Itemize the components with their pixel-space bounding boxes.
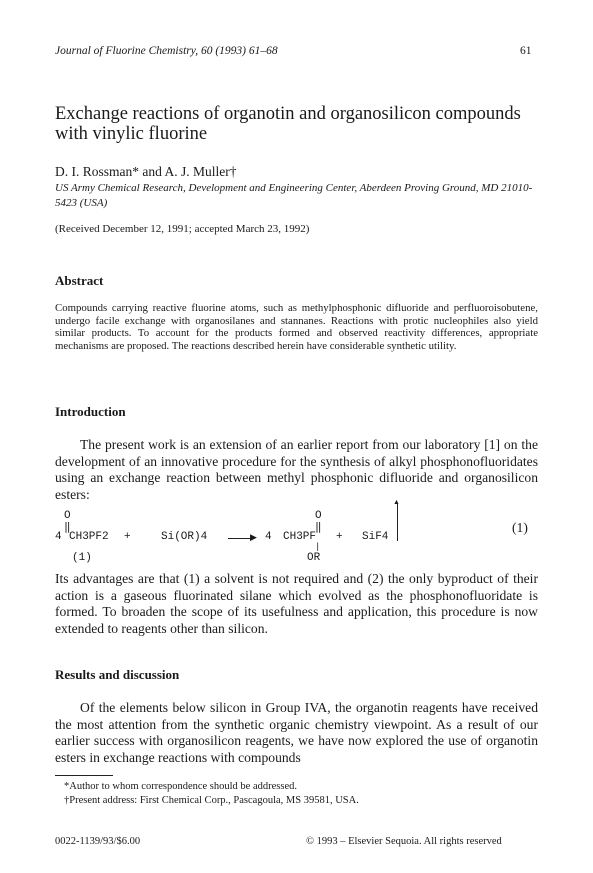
introduction-paragraph-2: Its advantages are that (1) a solvent is not required and (2) the only byproduct of their action is a gaseous fluorinated silane which evolved as the phosphonofluoridate is formed. To broaden the scope of its usefulness and application, this procedure is now extended to reagents other than silicon.	[55, 571, 538, 636]
abstract-heading: Abstract	[55, 273, 104, 288]
footer-copyright: © 1993 – Elsevier Sequoia. All rights reserved	[306, 836, 502, 847]
page-number: 61	[520, 45, 532, 57]
results-heading: Results and discussion	[55, 667, 180, 682]
eq-coefficient-2: 4	[265, 531, 272, 543]
eq-coefficient-1: 4	[55, 531, 62, 543]
footer-code: 0022-1139/93/$6.00	[55, 836, 141, 847]
eq-gas-arrow	[397, 504, 398, 541]
results-paragraph-1: Of the elements below silicon in Group IVA, the organotin reagents have received the most attention from the synthetic organic chemistry viewpoint. As a result of our earlier success with organosilicon reagents, we have now explored the use of organotin esters in exchange reactions with compounds	[55, 700, 538, 765]
introduction-heading: Introduction	[55, 404, 126, 419]
eq-oxygen-1: O	[64, 510, 71, 522]
eq-product-2: SiF4	[362, 531, 389, 543]
eq-reactant-2: Si(OR)4	[161, 531, 208, 543]
footnote-2: †Present address: First Chemical Corp., Pascagoula, MS 39581, USA.	[64, 795, 359, 806]
article-title: Exchange reactions of organotin and organosilicon compounds with vinylic fluorine	[55, 104, 521, 144]
eq-compound-label: (1)	[72, 552, 92, 564]
journal-header: Journal of Fluorine Chemistry, 60 (1993) 61–68	[55, 45, 278, 57]
eq-double-bond-1: ‖	[64, 522, 71, 534]
affiliation: US Army Chemical Research, Development and Engineering Center, Aberdeen Proving Ground, MD 21010-5423 (USA)	[55, 182, 533, 209]
eq-or-group: OR	[307, 552, 321, 564]
abstract-text: Compounds carrying reactive fluorine atoms, such as methylphosphonic difluoride and perfluoroisobutene, undergo facile exchange with organosilanes and stannanes. Reactions with protic nucleophiles also yield similar products. To account for the products formed and observed reactivity differences, appropriate mechanisms are proposed. The reactions described herein have considerable synthetic utility.	[55, 302, 538, 352]
footnote-1: *Author to whom correspondence should be addressed.	[64, 781, 297, 792]
eq-double-bond-2: ‖	[315, 522, 322, 534]
authors: D. I. Rossman* and A. J. Muller†	[55, 164, 237, 179]
eq-oxygen-2: O	[315, 510, 322, 522]
introduction-paragraph-1: The present work is an extension of an earlier report from our laboratory [1] on the development of an innovative procedure for the synthesis of alkyl phosphonofluoridates using an exchange reaction between methyl phosphonic difluoride and organosilicon esters:	[55, 437, 538, 502]
eq-plus-1: +	[124, 531, 131, 543]
eq-arrow-head: ▶	[250, 532, 257, 542]
eq-single-bond: |	[315, 542, 321, 552]
footnote-rule	[55, 775, 113, 776]
received-dates: (Received December 12, 1991; accepted March 23, 1992)	[55, 223, 310, 235]
eq-reactant-1: CH3PF2	[69, 531, 109, 543]
eq-number: (1)	[512, 520, 528, 535]
eq-gas-arrow-head: ▲	[393, 498, 400, 506]
eq-plus-2: +	[336, 531, 343, 543]
eq-product-1: CH3PF	[283, 531, 317, 543]
